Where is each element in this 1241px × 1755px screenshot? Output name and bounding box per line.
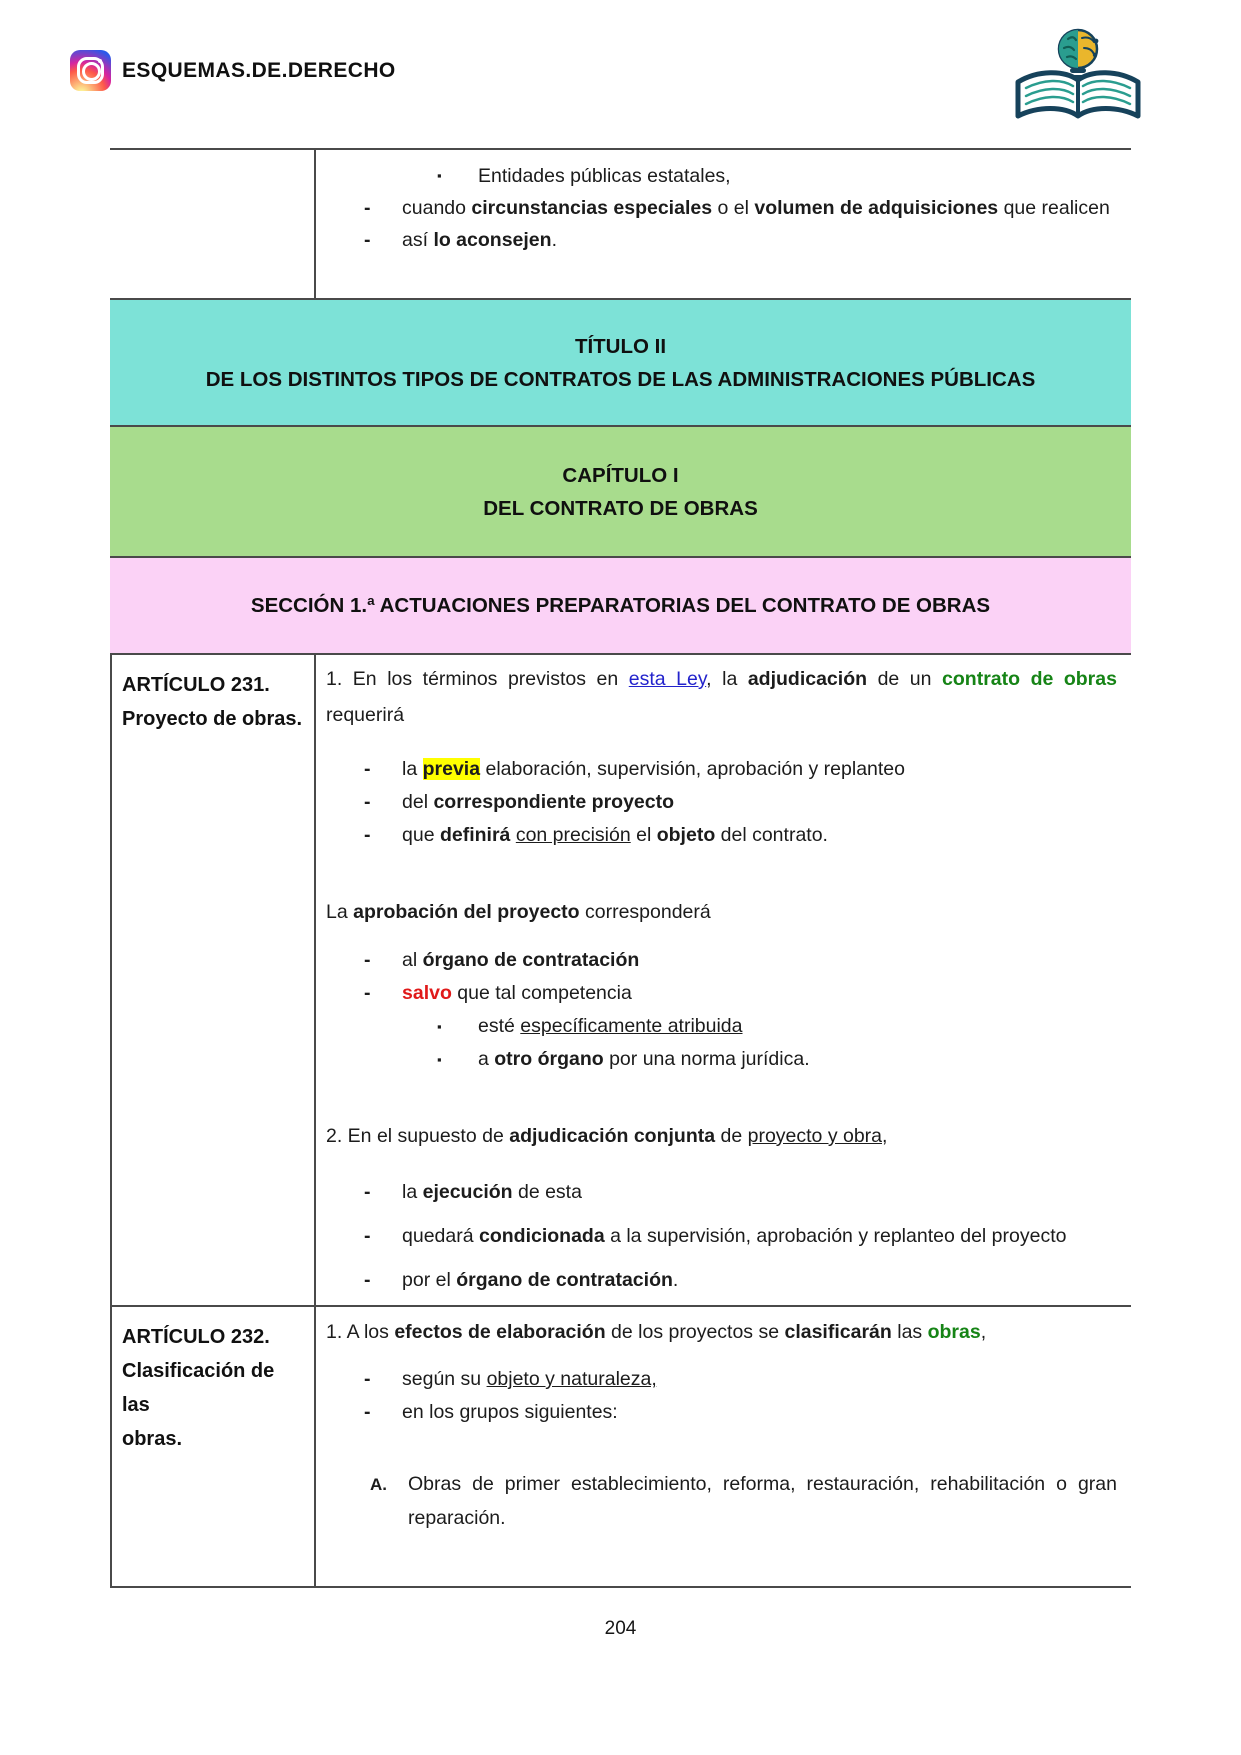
text-segment: aprobación del proyecto [353, 901, 580, 923]
paragraph [326, 1315, 1117, 1349]
dash-list [326, 1170, 1117, 1302]
text-segment: proyecto y obra, [747, 1125, 888, 1147]
dash-bullet: - [364, 982, 371, 1004]
text-segment: la [402, 758, 423, 780]
list-item-text [402, 192, 1117, 224]
text-segment: . [672, 1269, 679, 1291]
text-segment: la [402, 1181, 423, 1203]
group-a-item [326, 1467, 1117, 1535]
square-bullet: ▪ [437, 1019, 442, 1034]
list-item-text [402, 1170, 1117, 1214]
text-segment: clasificarán [784, 1321, 892, 1343]
square-bullet: ▪ [437, 168, 442, 183]
dash-list [326, 944, 1117, 1076]
instagram-icon [70, 50, 111, 91]
text-segment: Obras de primer establecimiento, reforma, restauración, rehabilitación o gran reparación. [408, 1473, 1117, 1529]
text-segment: del [402, 791, 434, 813]
list-item-text [402, 1258, 1117, 1302]
list-item-text [478, 1043, 1117, 1076]
text-segment: salvo [402, 982, 452, 1004]
book-brain-bulb-logo-icon [1010, 24, 1152, 134]
table-row-articulo-232 [110, 1307, 1131, 1588]
list-item-text [478, 1010, 1117, 1043]
paragraph [326, 661, 1117, 733]
list-item [326, 1214, 1117, 1258]
text-segment: efectos de elaboración [394, 1321, 606, 1343]
list-item [326, 1363, 1117, 1396]
list-item [326, 160, 1117, 192]
list-item [326, 192, 1117, 224]
text-segment: ejecución [422, 1181, 513, 1203]
seccion-banner [110, 556, 1131, 655]
text-segment: esté [478, 1015, 521, 1037]
header-brand [70, 50, 396, 91]
square-bullet: ▪ [437, 1052, 442, 1067]
text-segment: , la [706, 668, 748, 690]
list-item [326, 1170, 1117, 1214]
text-segment: por una norma jurídica. [603, 1048, 810, 1070]
legal-outline-table [110, 148, 1131, 1588]
text-segment: en los grupos siguientes: [402, 1401, 618, 1423]
text-segment: objeto y naturaleza, [486, 1368, 657, 1390]
dash-bullet: - [364, 824, 371, 846]
text-segment: obras [927, 1321, 981, 1343]
titulo-line-2: DE LOS DISTINTOS TIPOS DE CONTRATOS DE LAS ADMINISTRACIONES PÚBLICAS [205, 367, 1036, 391]
list-item [326, 944, 1117, 977]
text-segment: 2. En el supuesto de [326, 1125, 510, 1147]
text-segment: de [715, 1125, 748, 1147]
list-item [326, 753, 1117, 786]
list-item-text [402, 977, 1117, 1010]
list-item-text [402, 819, 1117, 852]
text-segment: definirá [439, 824, 511, 846]
text-segment: previa [422, 758, 481, 780]
seccion-line-1: SECCIÓN 1.ª ACTUACIONES PREPARATORIAS DEL CONTRATO DE OBRAS [250, 594, 991, 617]
text-segment: al [402, 949, 423, 971]
text-segment: las [891, 1321, 928, 1343]
table-row-articulo-231 [110, 655, 1131, 1307]
articulo-232-title-cont: obras. [122, 1428, 183, 1450]
dash-bullet: - [364, 791, 371, 813]
text-segment: del contrato. [715, 824, 828, 846]
text-segment: , [980, 1321, 987, 1343]
text-segment: condicionada [478, 1225, 605, 1247]
text-segment: a [478, 1048, 495, 1070]
list-item-text [402, 944, 1117, 977]
text-segment: así [402, 229, 434, 251]
articulo-232-heading [112, 1307, 316, 1586]
text-segment: que [402, 824, 440, 846]
list-item [326, 1396, 1117, 1429]
text-segment: volumen de adquisiciones [754, 197, 999, 219]
articulo-232-content [316, 1307, 1131, 1586]
dash-bullet: - [364, 229, 371, 251]
text-segment: correspondiente proyecto [433, 791, 675, 813]
text-segment: otro órgano [494, 1048, 604, 1070]
titulo-line-1: TÍTULO II [574, 334, 667, 358]
text-segment: adjudicación [747, 668, 868, 690]
text-segment: objeto [656, 824, 716, 846]
empty-left-cell [110, 150, 316, 298]
text-segment: 1. A los [326, 1321, 395, 1343]
text-segment: lo aconsejen [433, 229, 552, 251]
text-segment: adjudicación conjunta [509, 1125, 716, 1147]
text-segment: órgano de contratación [422, 949, 640, 971]
dash-bullet: - [364, 197, 371, 219]
capitulo-banner [110, 425, 1131, 556]
text-segment: corresponderá [579, 901, 711, 923]
dash-bullet: - [364, 1368, 371, 1390]
dash-bullet: - [364, 949, 371, 971]
list-item [326, 1010, 1117, 1043]
text-segment: contrato de obras [942, 668, 1117, 690]
dash-list [326, 1363, 1117, 1429]
list-item [326, 1258, 1117, 1302]
paragraph [326, 1120, 1117, 1152]
text-segment: requerirá [326, 704, 405, 726]
articulo-232-title: Clasificación de las [122, 1360, 275, 1416]
text-segment: La [326, 901, 354, 923]
brand-handle: ESQUEMAS.DE.DERECHO [122, 58, 396, 82]
articulo-231-content [316, 655, 1131, 1305]
dash-bullet: - [364, 1269, 371, 1291]
text-segment: órgano de contratación [456, 1269, 673, 1291]
dash-bullet: - [364, 1225, 371, 1247]
text-segment: de un [867, 668, 943, 690]
text-segment: según su [402, 1368, 487, 1390]
text-segment: por el [402, 1269, 457, 1291]
articulo-231-number: ARTÍCULO 231. [122, 674, 270, 696]
paragraph [326, 896, 1117, 928]
list-item-text [402, 786, 1117, 819]
articulo-232-number: ARTÍCULO 232. [122, 1326, 270, 1348]
text-segment: quedará [402, 1225, 479, 1247]
text-segment: elaboración, supervisión, aprobación y replanteo [480, 758, 905, 780]
list-item-text [402, 1363, 1117, 1396]
text-segment: o el [712, 197, 755, 219]
text-segment: con precisión [515, 824, 631, 846]
dash-list [326, 753, 1117, 852]
text-segment: de los proyectos se [605, 1321, 785, 1343]
text-segment: a la supervisión, aprobación y replanteo del proyecto [604, 1225, 1067, 1247]
text-segment: circunstancias especiales [471, 197, 713, 219]
articulo-231-title: Proyecto de obras. [122, 708, 303, 730]
text-segment: el [630, 824, 657, 846]
list-item [326, 977, 1117, 1010]
text-segment: cuando [402, 197, 472, 219]
list-item [326, 224, 1117, 256]
dash-bullet: - [364, 1181, 371, 1203]
list-item-text [478, 160, 1117, 192]
text-segment: 1. En los términos previstos en [326, 668, 629, 690]
capitulo-line-1: CAPÍTULO I [562, 463, 679, 487]
dash-bullet: - [364, 758, 371, 780]
text-segment: que realicen [998, 197, 1110, 219]
capitulo-line-2: DEL CONTRATO DE OBRAS [483, 496, 758, 520]
list-item [326, 786, 1117, 819]
text-segment: de esta [512, 1181, 582, 1203]
page-number: 204 [604, 1618, 637, 1639]
esta-ley-link[interactable]: esta Ley [628, 668, 707, 690]
group-a-text [408, 1467, 1117, 1535]
list-item-text [402, 1214, 1117, 1258]
dash-bullet: - [364, 1401, 371, 1423]
list-item-text [402, 753, 1117, 786]
continuation-content [316, 150, 1131, 298]
articulo-231-heading [112, 655, 316, 1305]
list-item [326, 1043, 1117, 1076]
list-item [326, 819, 1117, 852]
text-segment: que tal competencia [451, 982, 632, 1004]
text-segment: Entidades públicas estatales, [478, 165, 731, 187]
group-a-marker: A. [370, 1475, 387, 1494]
titulo-banner [110, 298, 1131, 425]
list-item-text [402, 224, 1117, 256]
text-segment: . [551, 229, 557, 251]
list-item-text [402, 1396, 1117, 1429]
text-segment: específicamente atribuida [520, 1015, 743, 1037]
table-row-continuation [110, 148, 1131, 298]
